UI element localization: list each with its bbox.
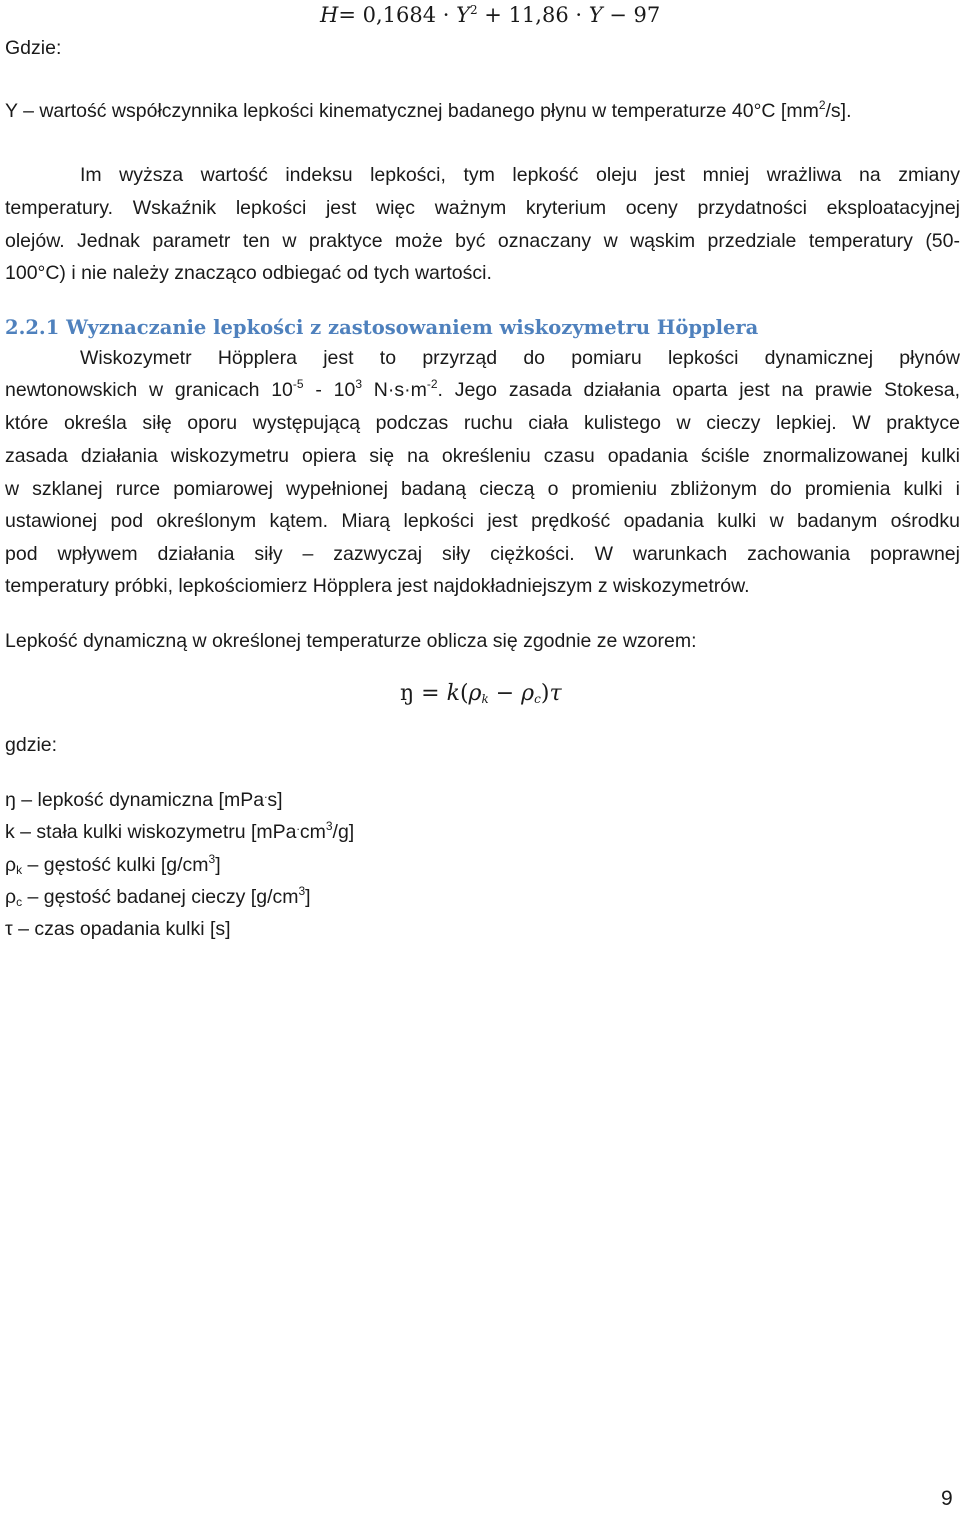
para1-line3: olejów. Jednak parametr ten w praktyce może być oznaczany w wąskim przedziale temperatury (50- — [5, 230, 960, 252]
formula-eta-sub1 — [481, 692, 488, 706]
def-text: – czas opadania kulki [s] — [12, 918, 231, 940]
definition-item-tau — [5, 913, 231, 946]
para2-line1: Wiskozymetr Höpplera jest to przyrząd do pomiaru lepkości dynamicznej płynów — [80, 347, 960, 369]
gdzie-label-lower: gdzie: — [5, 734, 58, 756]
formula-h-y: Y — [456, 3, 470, 27]
def-text2: s] — [267, 789, 283, 811]
para2-line6: ustawionej pod określonym kątem. Miarą lepkości jest prędkość opadania kulki w badanym ośrodku — [5, 510, 960, 532]
def-sub: k — [16, 863, 23, 877]
formula-intro: Lepkość dynamiczną w określonej temperaturze oblicza się zgodnie ze wzorem: — [5, 630, 697, 652]
para2-line4: zasada działania wiskozymetru opiera się na określeniu czasu opadania ściśle znormalizowanej kulki — [5, 445, 960, 467]
para2-line2 — [5, 374, 960, 407]
formula-eta-close: ) — [540, 681, 550, 706]
def-text: – gęstość badanej cieczy [g/cm — [22, 886, 299, 908]
formula-eta-minus: − — [488, 681, 522, 706]
def-symbol: ρ — [5, 854, 17, 876]
formula-eta-sub1-text: k — [481, 692, 489, 706]
definition-item-k — [5, 816, 354, 849]
formula-h-plus: + 11,86 · — [477, 3, 589, 27]
def-symbol: ŋ — [5, 789, 16, 811]
para2-line2-b: - 10 — [303, 379, 356, 401]
gdzie-label-upper: Gdzie: — [5, 37, 62, 59]
formula-h-exp: 2 — [469, 3, 478, 17]
formula-eta-rho1: ρ — [468, 681, 482, 706]
definition-item-rho-k — [5, 849, 221, 882]
formula-h — [320, 0, 660, 30]
formula-eta-sub2-text: c — [534, 692, 541, 706]
para2-line7: pod wpływem działania siły – zazwyczaj siły ciężkości. W warunkach zachowania poprawnej — [5, 543, 960, 565]
def-text: – lepkość dynamiczna [mPa — [15, 789, 265, 811]
para2-line8: temperatury próbki, lepkościomierz Höpplera jest najdokładniejszym z wiskozymetrów. — [5, 575, 750, 597]
definition-item-eta — [5, 784, 283, 817]
formula-eta-tau: τ — [549, 681, 562, 706]
def-dot: . — [264, 787, 268, 801]
def-text3: ] — [215, 854, 221, 876]
para2-line2-a: newtonowskich w granicach 10 — [5, 379, 293, 401]
def-sup: 3 — [208, 852, 216, 866]
def-symbol: k — [5, 821, 15, 843]
para1-line1: Im wyższa wartość indeksu lepkości, tym lepkość oleju jest mniej wrażliwa na zmiany — [80, 164, 960, 186]
formula-eta-sub2 — [534, 692, 541, 706]
formula-h-var: H — [320, 3, 339, 27]
def-text3: /g] — [332, 821, 355, 843]
def-dot: . — [296, 819, 300, 833]
def-symbol: τ — [5, 918, 13, 940]
def-sup: 3 — [325, 819, 333, 833]
y-def-sup: 2 — [818, 98, 826, 112]
para2-line2-c: N·s·m — [362, 379, 427, 401]
para1-line4: 100°C) i nie należy znacząco odbiegać od tych wartości. — [5, 262, 492, 284]
def-text: – stała kulki wiskozymetru [mPa — [14, 821, 297, 843]
para2-sup2: 3 — [355, 377, 363, 391]
formula-eta-sym: ŋ — [400, 681, 415, 706]
def-sub: c — [16, 895, 23, 909]
formula-eta-eq: = — [414, 681, 447, 706]
formula-h-minus: − 97 — [602, 3, 661, 27]
para2-line3: które określa siłę oporu występującą podczas ruchu ciała kulistego w cieczy lepkiej. W praktyce — [5, 412, 960, 434]
y-definition — [5, 95, 852, 128]
page-number: 9 — [941, 1487, 953, 1510]
def-text3: ] — [305, 886, 311, 908]
para2-line5: w szklanej rurce pomiarowej wypełnionej badaną cieczą o promieniu zbliżonym do promienia kulki i — [5, 478, 960, 500]
para2-line2-d: . Jego zasada działania oparta jest na prawie Stokesa, — [437, 379, 960, 401]
formula-h-y2: Y — [588, 3, 603, 27]
formula-h-eq: = 0,1684 · — [338, 3, 457, 27]
y-def-after: /s]. — [825, 100, 852, 122]
def-sup: 3 — [298, 884, 306, 898]
definition-item-rho-c — [5, 881, 311, 914]
para1-line2: temperatury. Wskaźnik lepkości jest więc ważnym kryterium oceny przydatności eksploatacyjnej — [5, 197, 960, 219]
formula-eta-k: k — [446, 681, 460, 706]
def-text2: cm — [299, 821, 326, 843]
def-symbol: ρ — [5, 886, 17, 908]
formula-eta — [400, 678, 562, 710]
formula-eta-rho2: ρ — [521, 681, 535, 706]
para2-sup1: -5 — [292, 377, 304, 391]
def-text: – gęstość kulki [g/cm — [22, 854, 209, 876]
para2-sup3: -2 — [426, 377, 438, 391]
y-def-text: Y – wartość współczynnika lepkości kinematycznej badanego płynu w temperaturze 40°C [mm — [5, 100, 819, 122]
formula-eta-open: ( — [459, 681, 469, 706]
section-heading: 2.2.1 Wyznaczanie lepkości z zastosowaniem wiskozymetru Höpplera — [5, 316, 759, 339]
